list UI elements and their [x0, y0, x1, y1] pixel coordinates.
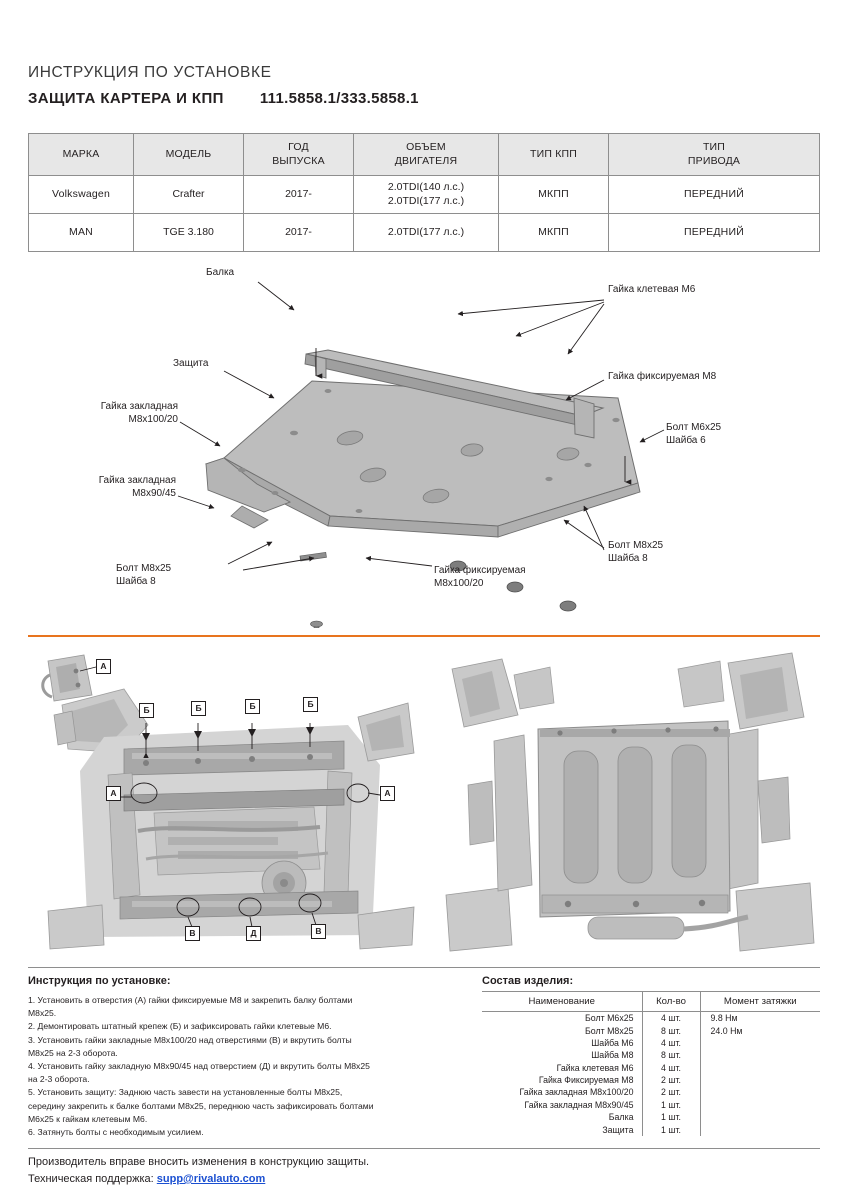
col-gearbox: ТИП КПП: [499, 134, 609, 176]
photo-panels: [28, 645, 820, 963]
bom-row: Болт М6х25 4 шт. 9.8 Нм: [482, 1012, 820, 1025]
table-header-row: [29, 134, 820, 176]
label-bolt-m8x25-right: Болт М8х25 Шайба 8: [608, 540, 664, 564]
footer-support: [28, 1173, 820, 1185]
bom-col-name: Наименование: [482, 992, 642, 1012]
cell-drive: ПЕРЕДНИЙ: [609, 214, 820, 252]
header-subtitle: ИНСТРУКЦИЯ ПО УСТАНОВКЕ: [28, 64, 272, 81]
cell-brand: MAN: [29, 214, 134, 252]
product-code: 111.5858.1/333.5858.1: [259, 90, 419, 107]
table-row: [29, 176, 820, 214]
cell-engine: 2.0TDI(177 л.с.): [354, 214, 499, 252]
cell-model: Crafter: [134, 176, 244, 214]
callout-b-3: Б: [245, 699, 260, 714]
cell-model: TGE 3.180: [134, 214, 244, 252]
bom-row: Шайба М8 8 шт.: [482, 1049, 820, 1061]
divider-orange-top: [28, 635, 820, 637]
cell-gearbox: МКПП: [499, 176, 609, 214]
cell-year: 2017-: [244, 176, 354, 214]
col-brand: МАРКА: [29, 134, 134, 176]
bom-heading: Состав изделия:: [482, 975, 574, 987]
document-footer: [28, 1148, 820, 1185]
callout-v-1: В: [185, 926, 200, 941]
col-engine: ОБЪЕМ ДВИГАТЕЛЯ: [354, 134, 499, 176]
bom-table: [482, 992, 820, 1136]
installation-instructions: [28, 975, 468, 1139]
divider-mid: [28, 967, 820, 968]
callout-a-1: А: [96, 659, 111, 674]
instructions-heading: Инструкция по установке:: [28, 975, 171, 987]
vehicle-spec-table: [28, 133, 820, 252]
photo-underbody-before: [28, 645, 418, 963]
label-embedded-nut-90-45: Гайка закладная М8х90/45: [98, 475, 176, 499]
cell-engine: 2.0TDI(140 л.с.) 2.0TDI(177 л.с.): [354, 176, 499, 214]
bom-row: Балка 1 шт.: [482, 1111, 820, 1123]
label-embedded-nut-100-20: Гайка закладная М8х100/20: [100, 401, 178, 425]
col-drive: ТИП ПРИВОДА: [609, 134, 820, 176]
footer-disclaimer: Производитель вправе вносить изменения в конструкцию защиты.: [28, 1156, 370, 1168]
bom-row: Гайка клетевая М6 4 шт.: [482, 1062, 820, 1074]
label-bolt-m6x25: Болт М6х25 Шайба 6: [666, 422, 722, 446]
photo-right-graphics: [428, 645, 820, 963]
bill-of-materials: [482, 975, 820, 1136]
support-email-link[interactable]: supp@rivalauto.com: [156, 1173, 266, 1185]
cell-year: 2017-: [244, 214, 354, 252]
label-guard: Защита: [173, 358, 209, 369]
callout-b-1: Б: [139, 703, 154, 718]
callout-d-1: Д: [246, 926, 261, 941]
footer-rule: [28, 1148, 820, 1149]
label-beam: Балка: [206, 267, 235, 278]
page-title: ЗАЩИТА КАРТЕРА И КПП: [28, 90, 224, 107]
bom-row: Гайка закладная М8х100/20 2 шт.: [482, 1086, 820, 1098]
bom-row: Защита 1 шт.: [482, 1123, 820, 1135]
support-label: Техническая поддержка:: [28, 1173, 157, 1185]
label-cage-nut-m6: Гайка клетевая М6: [608, 284, 696, 295]
instructions-body: 1. Установить в отверстия (А) гайки фиксируемые М8 и закрепить балку болтами М8х25. 2. Демонтировать штатный крепеж (Б) и зафиксировать гайки клетевые М6. 3. Установить гайки закладные М8х100/20 над отверстиями (В) и вкрутить болты М8х25 на 2-3 оборота. 4. Установить гайку закладную М8х90/45 над отверстием (Д) и вкрутить болты М8х25 на 2-3 оборота. 5. Установить защиту: Заднюю часть завести на установленные болты М8х25, середину закрепить к балке болтами М8х25, переднюю часть зафиксировать болтами М6х25 к гайкам клетевым М6. 6. Затянуть болты с необходимым усилием.: [28, 995, 374, 1138]
callout-a-2: А: [106, 786, 121, 801]
callout-b-4: Б: [303, 697, 318, 712]
label-bolt-m8x25-left: Болт М8х25 Шайба 8: [116, 563, 172, 587]
photo-left-graphics: [28, 645, 418, 963]
callout-a-3: А: [380, 786, 395, 801]
col-model: МОДЕЛЬ: [134, 134, 244, 176]
col-year: ГОД ВЫПУСКА: [244, 134, 354, 176]
label-fixed-nut-100-20: Гайка фиксируемая М8х100/20: [434, 565, 526, 589]
cell-brand: Volkswagen: [29, 176, 134, 214]
cell-gearbox: МКПП: [499, 214, 609, 252]
bom-row: Гайка закладная М8х90/45 1 шт.: [482, 1099, 820, 1111]
bom-col-torque: Момент затяжки: [700, 992, 820, 1012]
label-fixed-nut-m8: Гайка фиксируемая М8: [608, 371, 717, 382]
bom-row: Гайка Фиксируемая М8 2 шт.: [482, 1074, 820, 1086]
cell-drive: ПЕРЕДНИЙ: [609, 176, 820, 214]
photo-underbody-after: [428, 645, 820, 963]
callout-b-2: Б: [191, 701, 206, 716]
table-row: [29, 214, 820, 252]
exploded-assembly-diagram: [28, 258, 820, 628]
bom-col-qty: Кол-во: [642, 992, 700, 1012]
bom-header-row: [482, 992, 820, 1012]
bom-row: Болт М8х25 8 шт. 24.0 Нм: [482, 1024, 820, 1036]
callout-v-2: В: [311, 924, 326, 939]
document-header: [28, 64, 820, 107]
bom-row: Шайба М6 4 шт.: [482, 1037, 820, 1049]
